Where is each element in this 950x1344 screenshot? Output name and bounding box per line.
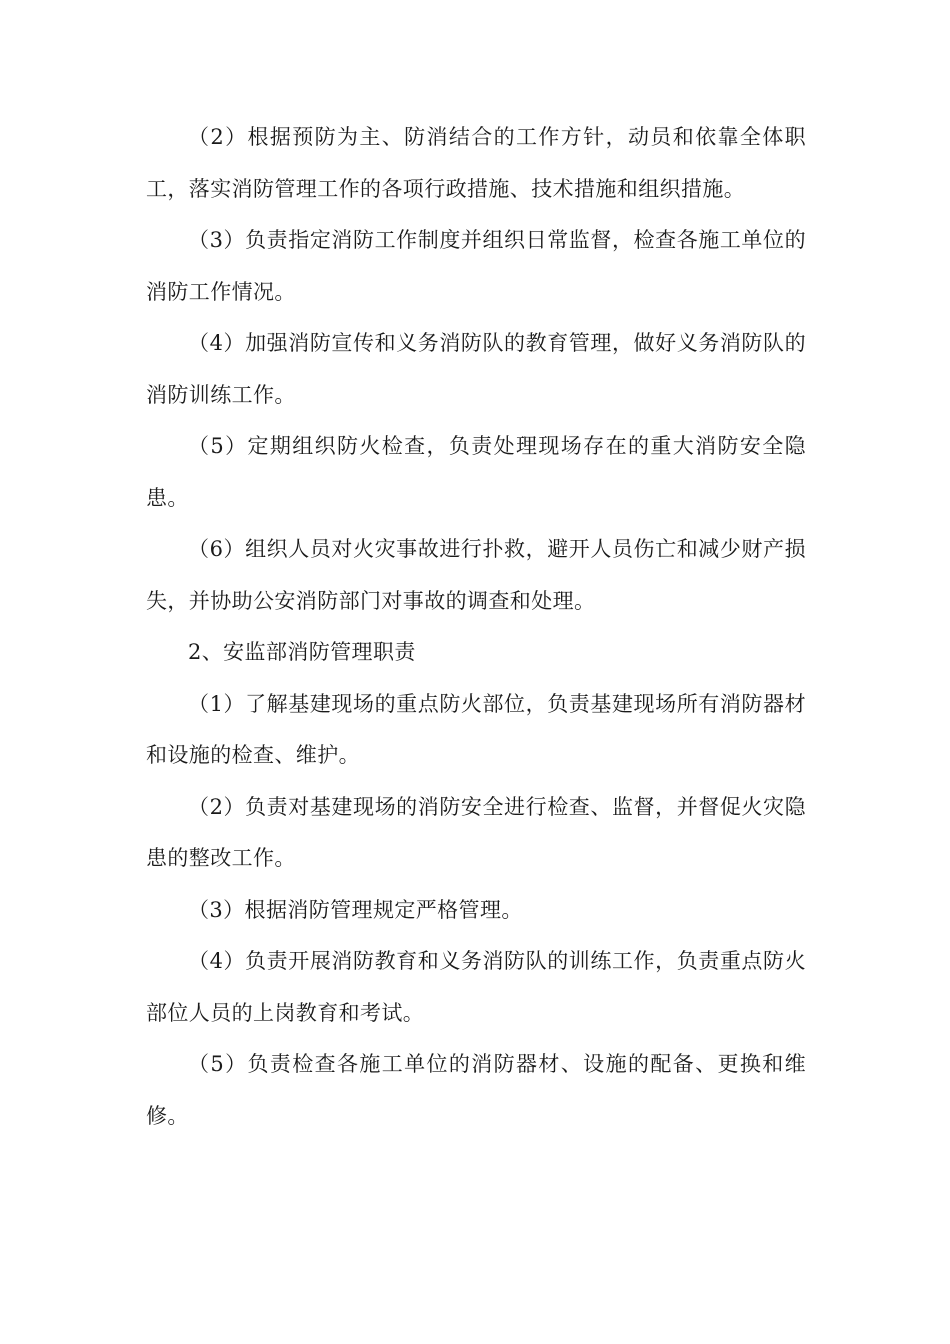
- paragraph: （6）组织人员对火灾事故进行扑救，避开人员伤亡和减少财产损失，并协助公安消防部门对事故的调查和处理。: [146, 537, 806, 613]
- paragraph: （1）了解基建现场的重点防火部位，负责基建现场所有消防器材和设施的检查、维护。: [146, 691, 806, 767]
- paragraph: （4）加强消防宣传和义务消防队的教育管理，做好义务消防队的消防训练工作。: [146, 331, 806, 407]
- paragraph: （3）根据消防管理规定严格管理。: [188, 897, 523, 922]
- paragraph: （5）负责检查各施工单位的消防器材、设施的配备、更换和维修。: [146, 1052, 806, 1128]
- paragraph: （5）定期组织防火检查，负责处理现场存在的重大消防安全隐患。: [146, 434, 806, 510]
- paragraph: （2）负责对基建现场的消防安全进行检查、监督，并督促火灾隐患的整改工作。: [146, 794, 806, 870]
- document-body: [146, 112, 806, 1142]
- paragraph: （4）负责开展消防教育和义务消防队的训练工作，负责重点防火部位人员的上岗教育和考试。: [146, 949, 806, 1025]
- section-heading: 2、安监部消防管理职责: [188, 640, 416, 664]
- paragraph: （3）负责指定消防工作制度并组织日常监督，检查各施工单位的消防工作情况。: [146, 228, 806, 304]
- paragraph: （2）根据预防为主、防消结合的工作方针，动员和依靠全体职工，落实消防管理工作的各项行政措施、技术措施和组织措施。: [146, 125, 806, 201]
